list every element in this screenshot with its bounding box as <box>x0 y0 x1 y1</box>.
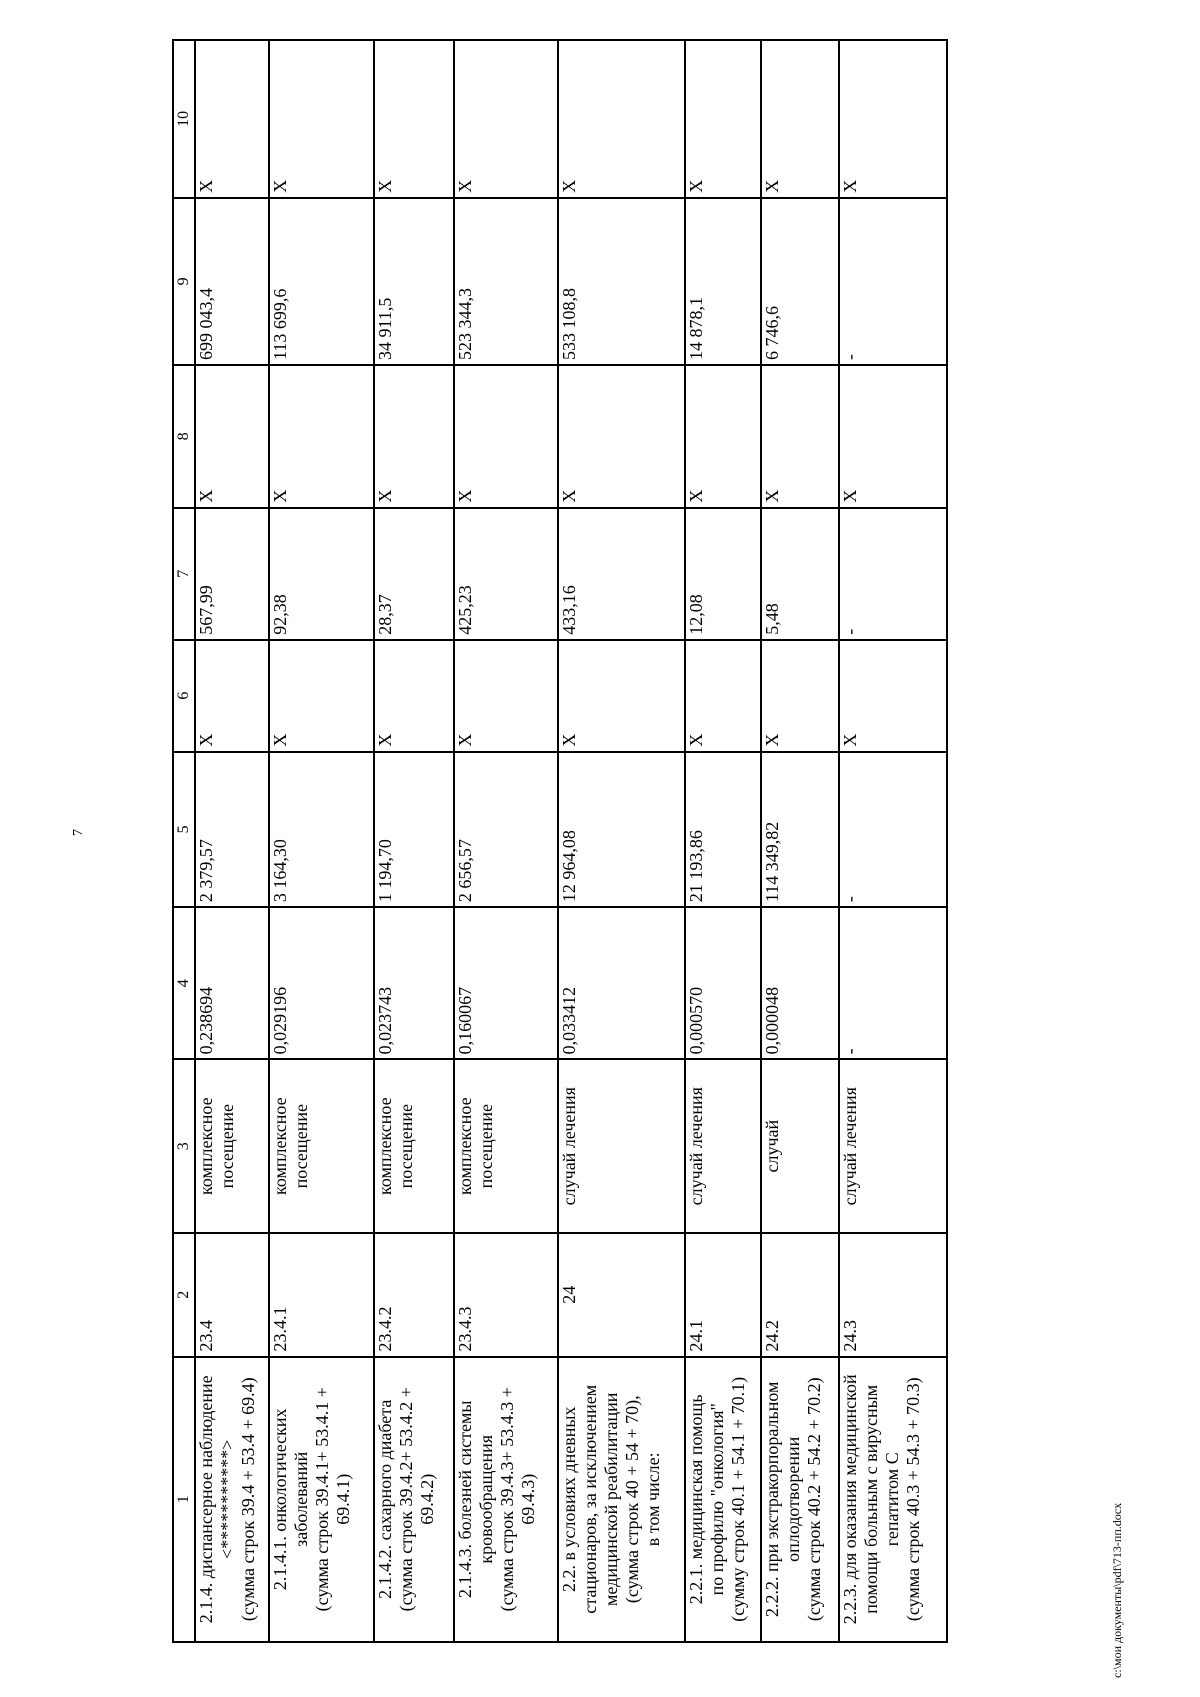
table-row <box>454 40 558 1642</box>
value-cell: 2 379,57 <box>195 752 269 908</box>
row-code-cell: 23.4 <box>195 1233 269 1357</box>
unit-cell: случай лечения <box>839 1059 947 1233</box>
value-cell: X <box>374 365 454 508</box>
value-cell: X <box>454 40 558 198</box>
value-cell: X <box>761 40 839 198</box>
row-code-cell: 24.1 <box>685 1233 761 1357</box>
data-table-rotated <box>172 39 1006 1643</box>
value-cell: 12,08 <box>685 508 761 640</box>
value-cell: 0,033412 <box>558 907 685 1059</box>
value-cell: 533 108,8 <box>558 198 685 365</box>
table-row <box>558 40 685 1642</box>
value-cell: 1 194,70 <box>374 752 454 908</box>
value-cell: X <box>269 40 374 198</box>
unit-cell: комплексное посещение <box>195 1059 269 1233</box>
value-cell: 425,23 <box>454 508 558 640</box>
header-cell: 2 <box>173 1233 195 1357</box>
value-cell: 14 878,1 <box>685 198 761 365</box>
row-code-cell: 23.4.2 <box>374 1233 454 1357</box>
value-cell: 523 344,3 <box>454 198 558 365</box>
header-cell: 7 <box>173 508 195 640</box>
value-cell: X <box>269 365 374 508</box>
value-cell: X <box>558 640 685 752</box>
value-cell: X <box>269 640 374 752</box>
row-label-cell: 2.1.4. диспансерное наблюдение <***********> (сумма строк 39.4 + 53.4 + 69.4) <box>195 1357 269 1642</box>
value-cell: 2 656,57 <box>454 752 558 908</box>
row-label-cell: 2.2.1. медицинская помощь по профилю "онкология" (сумму строк 40.1 + 54.1 + 70.1) <box>685 1357 761 1642</box>
row-label-cell: 2.1.4.2. сахарного диабета (сумма строк 39.4.2+ 53.4.2 + 69.4.2) <box>374 1357 454 1642</box>
header-cell: 10 <box>173 40 195 198</box>
value-cell: X <box>839 640 947 752</box>
value-cell: 0,000048 <box>761 907 839 1059</box>
value-cell: 0,000570 <box>685 907 761 1059</box>
value-cell: 699 043,4 <box>195 198 269 365</box>
row-label-cell: 2.2.3. для оказания медицинской помощи больным с вирусным гепатитом С (сумма строк 40.3 + 54.3 + 70.3) <box>839 1357 947 1642</box>
value-cell: 34 911,5 <box>374 198 454 365</box>
value-cell: X <box>195 40 269 198</box>
value-cell: X <box>685 40 761 198</box>
value-cell: 5,48 <box>761 508 839 640</box>
header-cell: 1 <box>173 1357 195 1642</box>
table-row <box>374 40 454 1642</box>
row-label-cell: 2.2.2. при экстракорпоральном оплодотворении (сумма строк 40.2 + 54.2 + 70.2) <box>761 1357 839 1642</box>
unit-cell: комплексное посещение <box>269 1059 374 1233</box>
value-cell: X <box>558 365 685 508</box>
row-code-cell: 24.2 <box>761 1233 839 1357</box>
row-code-cell: 23.4.1 <box>269 1233 374 1357</box>
value-cell: 433,16 <box>558 508 685 640</box>
header-cell: 5 <box>173 752 195 908</box>
row-code-cell: 24.3 <box>839 1233 947 1357</box>
unit-cell: случай <box>761 1059 839 1233</box>
value-cell: 3 164,30 <box>269 752 374 908</box>
row-label-cell: 2.1.4.1. онкологических заболеваний (сумма строк 39.4.1+ 53.4.1 + 69.4.1) <box>269 1357 374 1642</box>
table-row <box>761 40 839 1642</box>
page-number: 7 <box>71 829 86 836</box>
header-cell: 3 <box>173 1059 195 1233</box>
header-cell: 4 <box>173 907 195 1059</box>
row-label-cell: 2.2. в условиях дневных стационаров, за исключением медицинской реабилитации (сумма строк 40 + 54 + 70), в том числе: <box>558 1357 685 1642</box>
header-cell: 6 <box>173 640 195 752</box>
value-cell: X <box>374 640 454 752</box>
value-cell: - <box>839 752 947 908</box>
value-cell: X <box>761 365 839 508</box>
value-cell: 0,238694 <box>195 907 269 1059</box>
data-table <box>172 39 948 1643</box>
value-cell: 28,37 <box>374 508 454 640</box>
table-row <box>195 40 269 1642</box>
unit-cell: случай лечения <box>558 1059 685 1233</box>
unit-cell: комплексное посещение <box>374 1059 454 1233</box>
table-row <box>839 40 947 1642</box>
unit-cell: случай лечения <box>685 1059 761 1233</box>
value-cell: 92,38 <box>269 508 374 640</box>
value-cell: - <box>839 198 947 365</box>
footer-file-path: c:\мои документы\pdf\713-пп.docx <box>1110 1502 1124 1678</box>
value-cell: 0,023743 <box>374 907 454 1059</box>
value-cell: 12 964,08 <box>558 752 685 908</box>
header-cell: 8 <box>173 365 195 508</box>
value-cell: X <box>195 640 269 752</box>
value-cell: X <box>839 365 947 508</box>
row-label-cell: 2.1.4.3. болезней системы кровообращения (сумма строк 39.4.3+ 53.4.3 + 69.4.3) <box>454 1357 558 1642</box>
value-cell: X <box>558 40 685 198</box>
table-row <box>685 40 761 1642</box>
value-cell: X <box>761 640 839 752</box>
table-row <box>269 40 374 1642</box>
value-cell: X <box>195 365 269 508</box>
value-cell: X <box>839 40 947 198</box>
header-row <box>173 40 195 1642</box>
row-code-cell: 24 <box>558 1233 685 1357</box>
value-cell: 113 699,6 <box>269 198 374 365</box>
value-cell: 114 349,82 <box>761 752 839 908</box>
value-cell: X <box>374 40 454 198</box>
unit-cell: комплексное посещение <box>454 1059 558 1233</box>
value-cell: X <box>685 640 761 752</box>
value-cell: X <box>454 365 558 508</box>
value-cell: 567,99 <box>195 508 269 640</box>
value-cell: 21 193,86 <box>685 752 761 908</box>
value-cell: - <box>839 907 947 1059</box>
value-cell: 0,160067 <box>454 907 558 1059</box>
value-cell: 6 746,6 <box>761 198 839 365</box>
header-cell: 9 <box>173 198 195 365</box>
row-code-cell: 23.4.3 <box>454 1233 558 1357</box>
value-cell: X <box>454 640 558 752</box>
value-cell: 0,029196 <box>269 907 374 1059</box>
value-cell: - <box>839 508 947 640</box>
value-cell: X <box>685 365 761 508</box>
